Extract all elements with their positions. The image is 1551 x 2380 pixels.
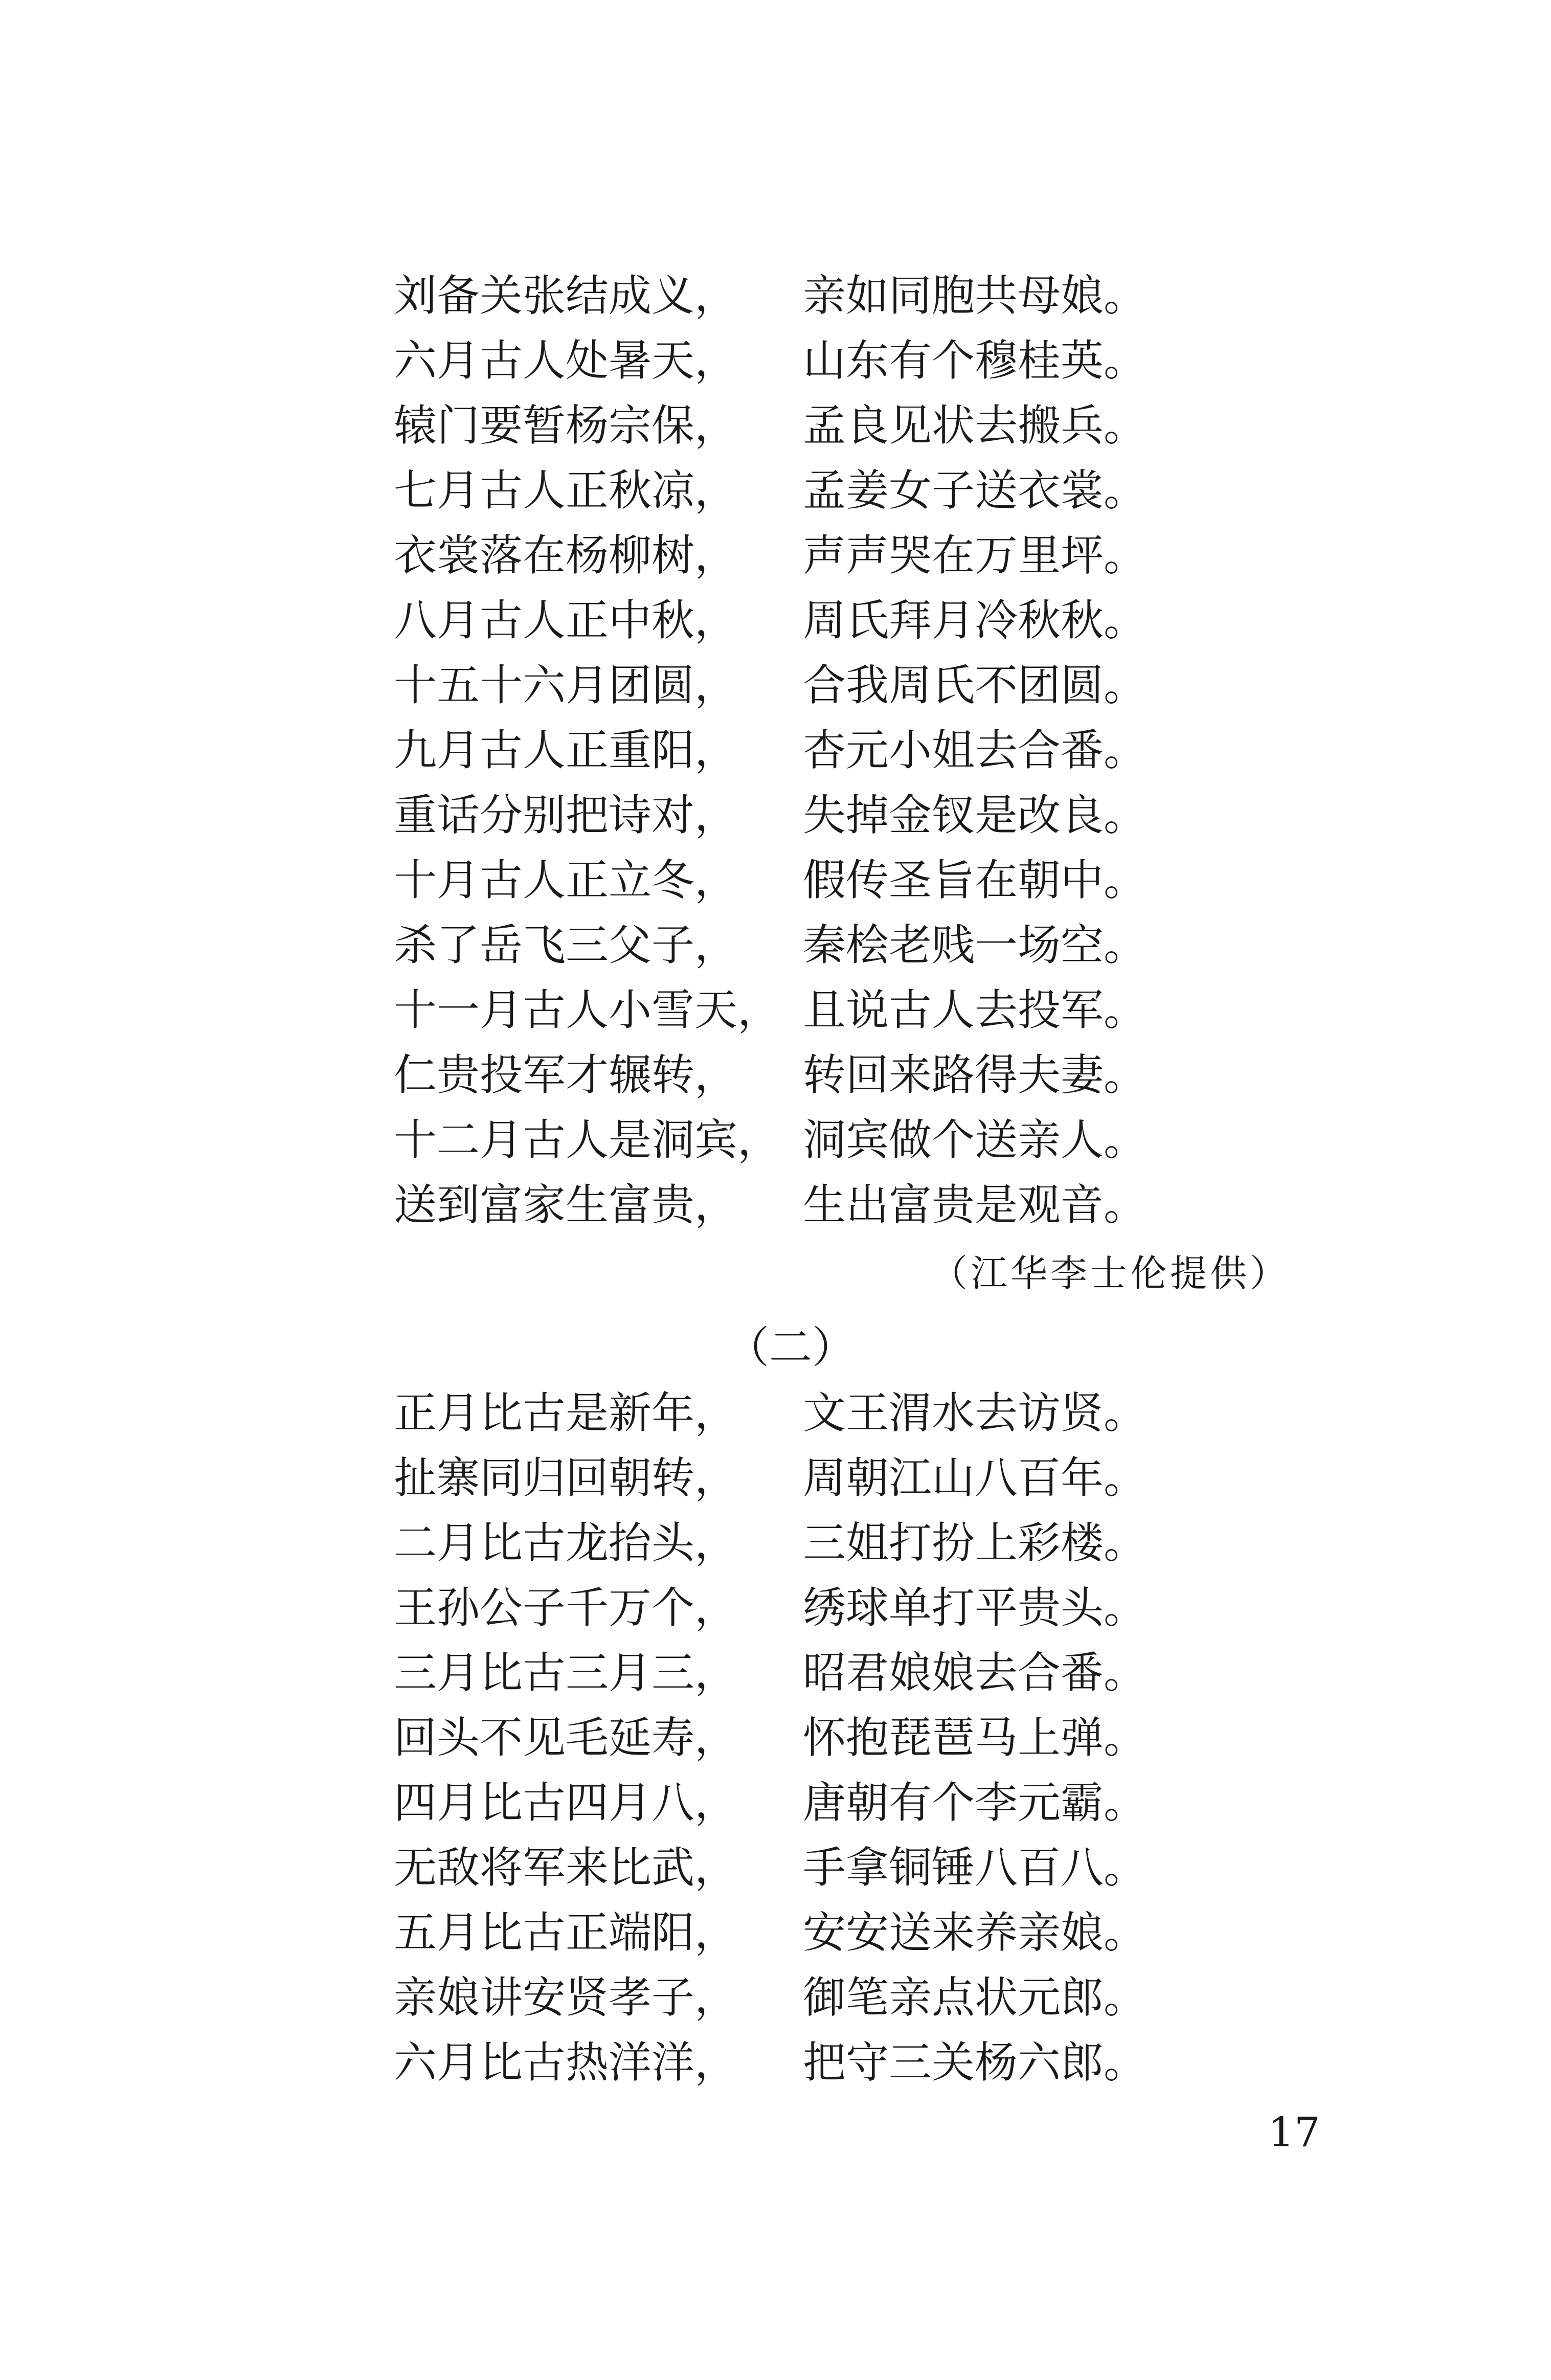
second-half-line: 转回来路得夫妻。 — [803, 1050, 1147, 1100]
first-half-line: 十月古人正立冬， — [394, 855, 738, 905]
couplet-line — [394, 263, 1212, 328]
second-half-line: 文王渭水去访贤。 — [803, 1388, 1147, 1438]
couplet-line — [394, 1173, 1212, 1238]
first-half-line: 三月比古三月三， — [394, 1648, 738, 1698]
first-half-line: 五月比古正端阳， — [394, 1907, 738, 1958]
second-half-line: 孟良见状去搬兵。 — [803, 400, 1147, 451]
couplet-line — [394, 1770, 1212, 1835]
second-half-line: 昭君娘娘去合番。 — [803, 1648, 1147, 1698]
second-half-line: 山东有个穆桂英。 — [803, 335, 1147, 386]
couplet-line — [394, 1641, 1212, 1705]
first-half-line: 十二月古人是洞宾， — [394, 1115, 781, 1165]
second-half-line: 杏元小姐去合番。 — [803, 725, 1147, 775]
second-half-line: 洞宾做个送亲人。 — [803, 1115, 1147, 1165]
second-half-line: 生出富贵是观音。 — [803, 1180, 1147, 1230]
page-number: 17 — [1268, 2108, 1320, 2156]
second-half-line: 亲如同胞共母娘。 — [803, 271, 1147, 321]
couplet-line — [394, 978, 1212, 1043]
couplet-line — [394, 1900, 1212, 1965]
second-half-line: 手拿铜锤八百八。 — [803, 1843, 1147, 1893]
second-half-line: 御笔亲点状元郎。 — [803, 1972, 1147, 2023]
second-half-line: 安安送来养亲娘。 — [803, 1907, 1147, 1958]
couplet-line — [394, 1446, 1212, 1511]
first-half-line: 亲娘讲安贤孝子， — [394, 1972, 738, 2023]
couplet-line — [394, 523, 1212, 588]
couplet-line — [394, 1835, 1212, 1900]
first-half-line: 六月比古热洋洋， — [394, 2037, 738, 2087]
first-half-line: 回头不见毛延寿， — [394, 1713, 738, 1763]
couplet-line — [394, 393, 1212, 458]
couplet-line — [394, 1381, 1212, 1446]
first-half-line: 七月古人正秋凉， — [394, 465, 738, 515]
source-credit: （江华李士伦提供） — [931, 1252, 1290, 1295]
couplet-line — [394, 458, 1212, 523]
couplet-line — [394, 848, 1212, 913]
first-half-line: 六月古人处暑天， — [394, 335, 738, 386]
second-half-line: 秦桧老贱一场空。 — [803, 920, 1147, 970]
first-half-line: 王孙公子千万个， — [394, 1583, 738, 1633]
first-half-line: 重话分别把诗对， — [394, 790, 738, 840]
second-half-line: 唐朝有个李元霸。 — [803, 1778, 1147, 1828]
couplet-line — [394, 328, 1212, 393]
couplet-line — [394, 1576, 1212, 1641]
couplet-line — [394, 1705, 1212, 1770]
first-half-line: 正月比古是新年， — [394, 1388, 738, 1438]
first-half-line: 杀了岳飞三父子， — [394, 920, 738, 970]
couplet-line — [394, 1965, 1212, 2030]
first-half-line: 刘备关张结成义， — [394, 271, 738, 321]
first-half-line: 衣裳落在杨柳树， — [394, 530, 738, 580]
second-half-line: 三姐打扮上彩楼。 — [803, 1518, 1147, 1568]
first-half-line: 送到富家生富贵， — [394, 1180, 738, 1230]
first-half-line: 十一月古人小雪天， — [394, 985, 781, 1035]
couplet-line — [394, 1108, 1212, 1173]
second-half-line: 怀抱琵琶马上弹。 — [803, 1713, 1147, 1763]
first-half-line: 十五十六月团圆， — [394, 660, 738, 710]
couplet-line — [394, 783, 1212, 848]
second-half-line: 周朝江山八百年。 — [803, 1453, 1147, 1503]
second-half-line: 且说古人去投军。 — [803, 985, 1147, 1035]
second-half-line: 绣球单打平贵头。 — [803, 1583, 1147, 1633]
second-half-line: 孟姜女子送衣裳。 — [803, 465, 1147, 515]
second-half-line: 假传圣旨在朝中。 — [803, 855, 1147, 905]
couplet-line — [394, 2030, 1212, 2095]
couplet-line — [394, 913, 1212, 978]
first-half-line: 辕门要暂杨宗保， — [394, 400, 738, 451]
first-half-line: 扯寨同归回朝转， — [394, 1453, 738, 1503]
first-half-line: 无敌将军来比武， — [394, 1843, 738, 1893]
couplet-line — [394, 1511, 1212, 1576]
poem-part-one — [394, 263, 1212, 1238]
couplet-line — [394, 653, 1212, 718]
second-half-line: 失掉金钗是改良。 — [803, 790, 1147, 840]
poem-part-two — [394, 1381, 1212, 2095]
second-half-line: 把守三关杨六郎。 — [803, 2037, 1147, 2087]
first-half-line: 仁贵投军才辗转， — [394, 1050, 738, 1100]
couplet-line — [394, 588, 1212, 653]
second-half-line: 声声哭在万里坪。 — [803, 530, 1147, 580]
first-half-line: 四月比古四月八， — [394, 1778, 738, 1828]
couplet-line — [394, 718, 1212, 783]
first-half-line: 八月古人正中秋， — [394, 595, 738, 645]
second-half-line: 周氏拜月冷秋秋。 — [803, 595, 1147, 645]
first-half-line: 二月比古龙抬头， — [394, 1518, 738, 1568]
first-half-line: 九月古人正重阳， — [394, 725, 738, 775]
section-heading: （二） — [726, 1322, 856, 1373]
couplet-line — [394, 1043, 1212, 1108]
second-half-line: 合我周氏不团圆。 — [803, 660, 1147, 710]
